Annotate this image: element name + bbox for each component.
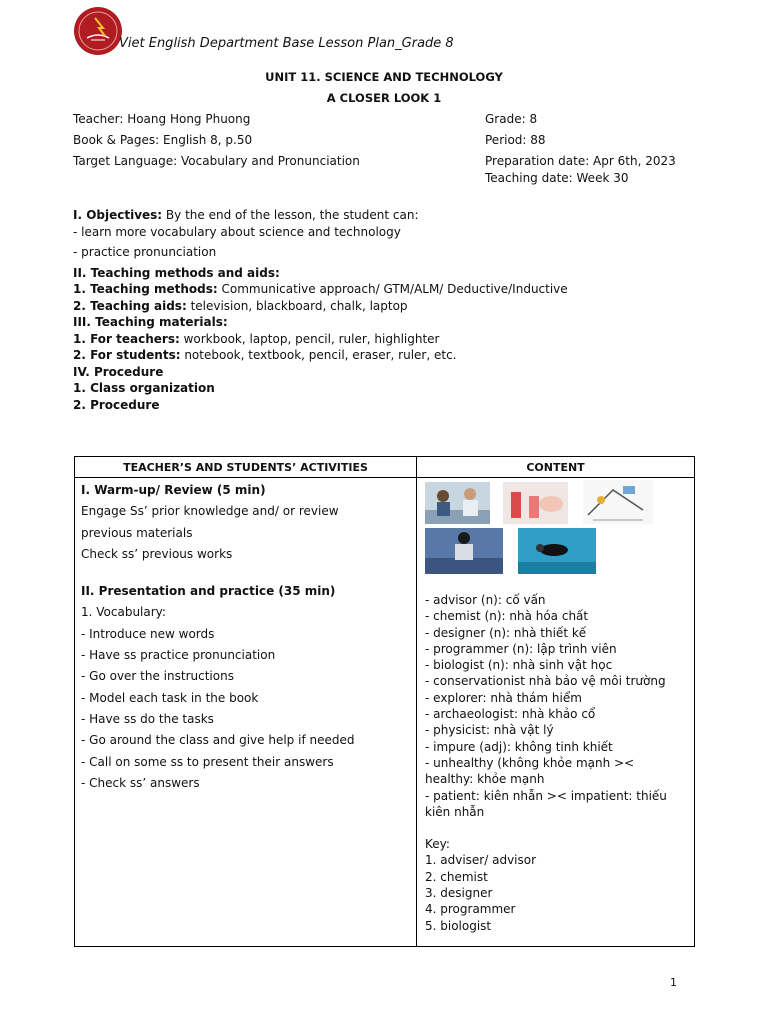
procedure-item: 1. Class organization — [73, 381, 215, 395]
presentation-heading: II. Presentation and practice (35 min) — [81, 584, 336, 599]
procedure-item: 2. Procedure — [73, 397, 160, 412]
vocab-item: - impure (adj): không tinh khiết — [425, 739, 613, 754]
objectives-intro: By the end of the lesson, the student can: — [162, 208, 419, 222]
vocab-item: - programmer (n): lập trình viên — [425, 641, 617, 656]
book-pages: Book & Pages: English 8, p.50 — [73, 133, 253, 147]
designer-photo — [583, 480, 653, 524]
activity-line: - Have ss practice pronunciation — [81, 648, 276, 663]
vocab-item: - conservationist nhà bảo vệ môi trường — [425, 674, 666, 689]
content-cell — [417, 478, 695, 947]
procedure-heading: IV. Procedure — [73, 364, 164, 379]
activity-line: 1. Vocabulary: — [81, 605, 166, 620]
activity-line: Check ss’ previous works — [81, 546, 233, 561]
key-item: 4. programmer — [425, 902, 516, 917]
teaching-aids: 2. Teaching aids: television, blackboard, chalk, laptop — [73, 298, 408, 313]
materials-students: 2. For students: notebook, textbook, pencil, eraser, ruler, etc. — [73, 348, 457, 362]
unit-title: UNIT 11. SCIENCE AND TECHNOLOGY — [265, 70, 503, 84]
warmup-heading: I. Warm-up/ Review (5 min) — [81, 483, 266, 497]
vocab-item: - patient: kiên nhẫn >< impatient: thiếu kiên nhẫn — [425, 788, 667, 819]
lesson-title: A CLOSER LOOK 1 — [326, 91, 442, 105]
objective-item: - learn more vocabulary about science and technology — [73, 224, 401, 239]
grade: Grade: 8 — [485, 112, 538, 126]
department-logo — [73, 6, 123, 56]
vocab-item: - unhealthy (không khỏe mạnh >< healthy: khỏe mạnh — [425, 755, 635, 787]
activity-line: - Go around the class and give help if needed — [81, 733, 355, 748]
activity-line: Engage Ss’ prior knowledge and/ or review — [81, 504, 339, 519]
activity-line: - Model each task in the book — [81, 690, 259, 705]
materials-heading: III. Teaching materials: — [73, 315, 228, 329]
page-number: 1 — [670, 976, 677, 989]
key-item: 1. adviser/ advisor — [425, 853, 537, 868]
activity-line: - Have ss do the tasks — [81, 711, 214, 726]
vocab-item: - biologist (n): nhà sinh vật học — [425, 658, 613, 673]
activity-line: - Check ss’ answers — [81, 775, 200, 790]
period: Period: 88 — [485, 133, 546, 147]
activity-line: - Go over the instructions — [81, 669, 234, 684]
chemist-photo — [503, 482, 568, 524]
vocab-item: - physicist: nhà vật lý — [425, 723, 554, 738]
activity-line: - Call on some ss to present their answers — [81, 754, 334, 769]
methods-heading: II. Teaching methods and aids: — [73, 265, 280, 280]
content-column-header: CONTENT — [417, 457, 695, 478]
document-header-title: Viet English Department Base Lesson Plan_Grade 8 — [119, 36, 454, 51]
explorer-photo — [518, 528, 596, 574]
activity-line: previous materials — [81, 525, 193, 540]
objectives-heading: I. Objectives: — [73, 208, 163, 222]
lesson-plan-body — [73, 207, 713, 413]
vocabulary-photos — [417, 480, 694, 576]
vocab-item: - chemist (n): nhà hóa chất — [425, 609, 589, 624]
materials-teachers: 1. For teachers: workbook, laptop, pencil, ruler, highlighter — [73, 331, 440, 346]
activities-column-header: TEACHER’S AND STUDENTS’ ACTIVITIES — [75, 457, 417, 478]
objectives-line — [73, 207, 713, 224]
vocab-item: - designer (n): nhà thiết kế — [425, 625, 587, 640]
teaching-date: Teaching date: Week 30 — [485, 171, 629, 185]
programmer-photo — [425, 528, 503, 574]
advisor-photo — [425, 482, 490, 524]
activity-line: - Introduce new words — [81, 626, 215, 641]
objective-item: - practice pronunciation — [73, 245, 217, 259]
key-item: 2. chemist — [425, 869, 488, 884]
key-label: Key: — [425, 837, 450, 852]
vocab-item: - archaeologist: nhà khảo cổ — [425, 707, 596, 722]
vocabulary-list — [425, 592, 686, 820]
table-header-row — [75, 457, 695, 478]
teaching-methods: 1. Teaching methods: Communicative approach/ GTM/ALM/ Deductive/Inductive — [73, 282, 568, 296]
vocab-item: - advisor (n): cố vấn — [425, 593, 546, 607]
teacher-name: Teacher: Hoang Hong Phuong — [73, 112, 251, 126]
procedure-table — [74, 456, 695, 947]
target-language: Target Language: Vocabulary and Pronunciation — [73, 154, 360, 168]
key-item: 5. biologist — [425, 918, 492, 933]
vocab-item: - explorer: nhà thám hiểm — [425, 690, 582, 705]
key-item: 3. designer — [425, 886, 493, 901]
table-row — [75, 478, 695, 947]
activities-cell — [75, 478, 417, 947]
preparation-date: Preparation date: Apr 6th, 2023 — [485, 154, 676, 168]
